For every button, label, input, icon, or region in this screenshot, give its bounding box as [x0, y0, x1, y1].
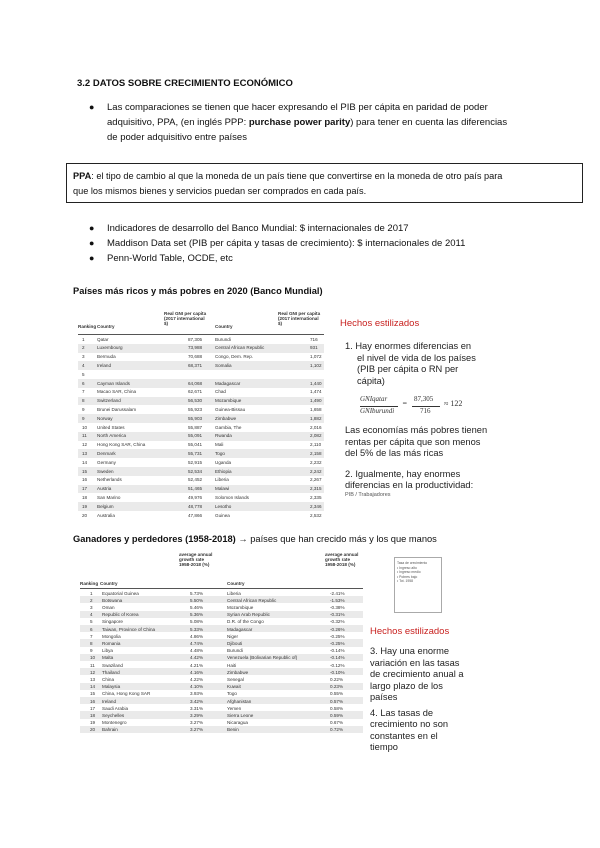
- table-row: [80, 668, 363, 675]
- table-cell: 2: [90, 597, 93, 603]
- table-cell: 14: [82, 459, 88, 465]
- table-cell: 0.23%: [330, 684, 344, 690]
- table-cell: Swaziland: [102, 662, 123, 668]
- table-cell: Malta: [102, 655, 114, 661]
- table-cell: 5.50%: [190, 597, 204, 603]
- table-cell: United States: [97, 424, 125, 430]
- table-row: [80, 726, 363, 733]
- table-cell: 0.55%: [330, 691, 344, 697]
- col-header-country2: Country: [215, 324, 233, 329]
- col-header-country2: Country: [227, 581, 245, 586]
- table-cell: 2,232: [310, 459, 322, 465]
- table-cell: 1: [82, 336, 85, 342]
- table-cell: 12: [90, 669, 96, 675]
- table-cell: 4: [90, 612, 93, 618]
- fact-2: 2. Igualmente, hay enormes diferencias en la productividad:: [345, 468, 474, 490]
- table-cell: 55,903: [188, 415, 203, 421]
- table-row: [78, 432, 324, 441]
- ppa-term: PPA: [73, 171, 92, 181]
- rich-poor-table: [78, 307, 324, 518]
- table-cell: 7: [90, 633, 93, 639]
- table-cell: Central African Republic: [215, 345, 265, 351]
- table-cell: Madagascar: [215, 380, 241, 386]
- table-cell: 9: [82, 415, 85, 421]
- table-cell: 1,490: [310, 398, 322, 404]
- table-cell: 11: [82, 433, 87, 439]
- table-cell: 2,016: [310, 424, 322, 430]
- table-cell: 3.29%: [190, 712, 204, 718]
- table-cell: 0.58%: [330, 705, 344, 711]
- table-cell: 70,688: [188, 354, 203, 360]
- table-row: [78, 353, 324, 362]
- table-row: [78, 449, 324, 458]
- table-cell: 0.67%: [330, 720, 344, 726]
- table-cell: 1,658: [310, 406, 322, 412]
- col-header-rate: average annual growth rate 1958-2018 (%): [179, 552, 213, 568]
- table-row: [80, 704, 363, 711]
- table-cell: 55,887: [188, 424, 203, 430]
- table-cell: 9: [90, 648, 93, 654]
- note-title: Hechos estilizados: [370, 626, 450, 637]
- table-cell: 1,102: [310, 362, 322, 368]
- table-row: [80, 639, 363, 646]
- table-cell: 5.36%: [190, 612, 204, 618]
- table-cell: 12: [82, 442, 88, 448]
- table-cell: -0.14%: [330, 648, 345, 654]
- table-cell: 6: [90, 626, 93, 632]
- table-cell: North America: [97, 433, 127, 439]
- table-cell: 14: [90, 684, 96, 690]
- table-cell: Liberia: [227, 590, 241, 596]
- table-row: [78, 485, 324, 494]
- table-cell: 52,534: [188, 468, 203, 474]
- col-header-ranking: Ranking: [78, 324, 97, 329]
- table-cell: 7: [82, 389, 85, 395]
- table-cell: -0.38%: [330, 604, 345, 610]
- table-row: [80, 683, 363, 690]
- table-cell: Hong Kong SAR, China: [97, 442, 146, 448]
- table-row: [78, 414, 324, 423]
- col-header-country: Country: [97, 324, 115, 329]
- table-cell: 3.27%: [190, 720, 204, 726]
- section-heading: 3.2 DATOS SOBRE CRECIMIENTO ECONÓMICO: [77, 78, 293, 89]
- col-header-country: Country: [100, 581, 118, 586]
- table-cell: -1.53%: [330, 597, 345, 603]
- fact-3: 3. Hay una enorme variación en las tasas de crecimiento anual a largo plazo de los países: [370, 646, 464, 702]
- table-cell: 18: [82, 494, 88, 500]
- table-row: [80, 647, 363, 654]
- table-cell: 16: [82, 477, 88, 483]
- table-row: [78, 344, 324, 353]
- table-cell: 18: [90, 712, 96, 718]
- table-cell: Sweden: [97, 468, 114, 474]
- stylized-facts-1: [340, 318, 510, 498]
- table-cell: 8: [90, 640, 93, 646]
- table-cell: 56,530: [188, 398, 203, 404]
- table-cell: 19: [82, 503, 88, 509]
- table-cell: 17: [82, 486, 88, 492]
- table-cell: Haiti: [227, 662, 237, 668]
- table-cell: 4.10%: [190, 684, 204, 690]
- bullet-line: de poder adquisitivo entre países: [107, 132, 247, 143]
- table-cell: 5: [90, 619, 93, 625]
- chart-legend-thumbnail: Tasa de crecimiento • Ingreso alto • Ingreso medio • Pobres bajo • Tot. 1958: [394, 557, 442, 613]
- table-cell: Liberia: [215, 477, 229, 483]
- table-cell: 5.73%: [190, 590, 204, 596]
- table-cell: 2,082: [310, 433, 322, 439]
- table-row: [78, 397, 324, 406]
- table-row: [78, 335, 324, 344]
- table-cell: 55,041: [188, 442, 203, 448]
- table-row: [80, 618, 363, 625]
- table-row: [78, 370, 324, 379]
- table-cell: Niger: [227, 633, 238, 639]
- table-cell: Kuwait: [227, 684, 241, 690]
- table-cell: 3.31%: [190, 705, 204, 711]
- productivity-formula: PIB / Trabajadores: [345, 491, 391, 498]
- table-row: [80, 661, 363, 668]
- table-cell: 3: [82, 354, 85, 360]
- table-cell: Afghanistan: [227, 698, 252, 704]
- ppa-definition-box: PPA: el tipo de cambio al que la moneda de un país tiene que convertirse en la moneda de otro país para que los mismos bienes y servicios puedan ser comprados en cada país.: [66, 163, 583, 203]
- table-cell: Luxembourg: [97, 345, 123, 351]
- table-cell: Lesotho: [215, 503, 232, 509]
- table-row: [78, 476, 324, 485]
- table-cell: Guinea: [215, 512, 230, 518]
- table-cell: 2,242: [310, 468, 322, 474]
- table-cell: Malawi: [215, 486, 230, 492]
- table-cell: Central African Republic: [227, 597, 277, 603]
- table-cell: 2,158: [310, 450, 322, 456]
- table-cell: -0.10%: [330, 669, 345, 675]
- note-title: Hechos estilizados: [340, 318, 420, 329]
- list-item: ● Maddison Data set (PIB per cápita y tasas de crecimiento): $ internacionales de 2011: [89, 238, 466, 249]
- growth-table: [80, 552, 363, 734]
- table-cell: -0.26%: [330, 626, 345, 632]
- table-cell: 2,335: [310, 494, 322, 500]
- table-cell: San Marino: [97, 494, 121, 500]
- table-cell: 55,923: [188, 406, 203, 412]
- table-cell: Zimbabwe: [215, 415, 237, 421]
- table-cell: 13: [82, 450, 88, 456]
- table-row: [78, 441, 324, 450]
- table-cell: Thailand: [102, 669, 120, 675]
- table-cell: 52,915: [188, 459, 203, 465]
- table-cell: Netherlands: [97, 477, 122, 483]
- table-cell: Burundi: [215, 336, 231, 342]
- table-cell: -0.25%: [330, 640, 345, 646]
- table-cell: Guinea-Bissau: [215, 406, 246, 412]
- table-cell: China: [102, 676, 115, 682]
- table-cell: China, Hong Kong SAR: [102, 691, 151, 697]
- table-cell: Mozambique: [215, 398, 242, 404]
- col-header-rate2: average annual growth rate 1958-2018 (%): [325, 552, 359, 568]
- table-cell: Ireland: [102, 698, 117, 704]
- table-cell: 5.08%: [190, 619, 204, 625]
- table-cell: 2,315: [310, 486, 322, 492]
- table-cell: Romania: [102, 640, 121, 646]
- fact-1: 1. Hay enormes diferencias en el nivel de vida de los países (PIB per cápita o RN per cápita): [345, 341, 476, 386]
- bullet-dot-icon: ●: [89, 102, 95, 112]
- table-cell: 2: [82, 345, 85, 351]
- table-cell: Zimbabwe: [227, 669, 249, 675]
- table-cell: 5.33%: [190, 626, 204, 632]
- table-cell: Norway: [97, 415, 113, 421]
- table-cell: Congo, Dem. Rep.: [215, 354, 254, 360]
- table-cell: Mali: [215, 442, 224, 448]
- table-cell: Chad: [215, 389, 226, 395]
- table-cell: Singapore: [102, 619, 123, 625]
- table-cell: Montenegro: [102, 720, 127, 726]
- table-cell: Gambia, The: [215, 424, 242, 430]
- table-row: [80, 719, 363, 726]
- bullet-ppp: [89, 100, 577, 145]
- table-row: [78, 502, 324, 511]
- table-cell: Yemen: [227, 705, 242, 711]
- table-row: [80, 596, 363, 603]
- table-cell: 55,091: [188, 433, 203, 439]
- table-row: [78, 467, 324, 476]
- table-cell: Nicaragua: [227, 720, 248, 726]
- table-cell: 64,068: [188, 380, 203, 386]
- table-row: [78, 493, 324, 502]
- table-row: [78, 423, 324, 432]
- table-row: [80, 625, 363, 632]
- table-cell: Saudi Arabia: [102, 705, 129, 711]
- table-cell: Equatorial Guinea: [102, 590, 139, 596]
- table-cell: Djibouti: [227, 640, 243, 646]
- table-row: [80, 697, 363, 704]
- section-title-winners-losers: Ganadores y perdedores (1958-2018) → países que han crecido más y los que manos: [73, 534, 437, 544]
- table-cell: 0.72%: [330, 727, 344, 733]
- table-cell: 3.42%: [190, 698, 204, 704]
- table-cell: 1,882: [310, 415, 322, 421]
- table-row: [78, 458, 324, 467]
- table-cell: 4.86%: [190, 633, 204, 639]
- table-cell: Cayman Islands: [97, 380, 130, 386]
- table-cell: Denmark: [97, 450, 116, 456]
- table-cell: 0.59%: [330, 712, 344, 718]
- table-cell: 1,440: [310, 380, 322, 386]
- table-cell: 6: [82, 380, 85, 386]
- table-cell: Oman: [102, 604, 115, 610]
- table-row: [80, 632, 363, 639]
- table-row: [78, 388, 324, 397]
- table-cell: 13: [90, 676, 96, 682]
- table-cell: 931: [310, 345, 318, 351]
- table-cell: 49,976: [188, 494, 203, 500]
- table-cell: 5: [82, 371, 85, 377]
- fact-1-detail: Las economías más pobres tienen rentas per cápita que son menos del 5% de las más ricas: [345, 425, 488, 458]
- table-cell: 9: [82, 406, 85, 412]
- table-row: [80, 611, 363, 618]
- fact-4: 4. Las tasas de crecimiento no son constantes en el tiempo: [370, 707, 449, 752]
- table-cell: Germany: [97, 459, 116, 465]
- table-cell: 4.21%: [190, 662, 204, 668]
- table-cell: 4.48%: [190, 648, 204, 654]
- table-cell: 0.57%: [330, 698, 344, 704]
- table-cell: Togo: [227, 691, 237, 697]
- table-cell: Benin: [227, 727, 239, 733]
- table-cell: 4: [82, 362, 85, 368]
- table-cell: Switzerland: [97, 398, 121, 404]
- table-cell: 3.93%: [190, 691, 204, 697]
- table-cell: Malaysia: [102, 684, 121, 690]
- table-cell: 4.42%: [190, 655, 204, 661]
- table-cell: 2,532: [310, 512, 322, 518]
- table-cell: 15: [90, 691, 96, 697]
- table-row: [80, 589, 363, 596]
- table-row: [80, 603, 363, 610]
- table-cell: Rwanda: [215, 433, 232, 439]
- table-cell: 19: [90, 720, 96, 726]
- ratio-formula: GNIqatar GNIburundi = 87,305 716 ≈ 122: [360, 395, 463, 415]
- table-cell: Bermuda: [97, 354, 116, 360]
- table-row: [78, 405, 324, 414]
- table-cell: 5.46%: [190, 604, 204, 610]
- list-item: ● Indicadores de desarrollo del Banco Mundial: $ internacionales de 2017: [89, 223, 409, 234]
- table-cell: 16: [90, 698, 96, 704]
- table-cell: 4.22%: [190, 676, 204, 682]
- table-cell: -2.41%: [330, 590, 345, 596]
- table-cell: 2,267: [310, 477, 322, 483]
- table-cell: Solomon Islands: [215, 494, 249, 500]
- table-cell: Macao SAR, China: [97, 389, 137, 395]
- table-cell: 15: [82, 468, 88, 474]
- table-cell: -0.14%: [330, 655, 345, 661]
- table-cell: 17: [90, 705, 96, 711]
- table-cell: 3: [90, 604, 93, 610]
- table-row: [78, 379, 324, 388]
- table-row: [78, 511, 324, 520]
- table-row: [78, 361, 324, 370]
- table-cell: -0.25%: [330, 633, 345, 639]
- table-row: [80, 711, 363, 718]
- table-cell: Venezuela (Bolivarian Republic of): [227, 655, 298, 661]
- table-cell: D.R. of the Congo: [227, 619, 264, 625]
- col-header-gni: Real GNI per capita (2017 international $): [164, 311, 207, 327]
- data-sources-list: [89, 221, 466, 266]
- table-cell: Togo: [215, 450, 225, 456]
- table-cell: 55,731: [188, 450, 203, 456]
- table-cell: 20: [90, 727, 96, 733]
- table-cell: Sierra Leone: [227, 712, 254, 718]
- table-cell: 1,474: [310, 389, 322, 395]
- table-cell: 4.16%: [190, 669, 204, 675]
- table-cell: Austria: [97, 486, 112, 492]
- table-cell: Taiwan, Province of China: [102, 626, 156, 632]
- table-cell: 62,671: [188, 389, 203, 395]
- table-cell: 68,371: [188, 362, 203, 368]
- table-cell: 10: [90, 655, 96, 661]
- table-cell: 20: [82, 512, 88, 518]
- table-cell: 8: [82, 398, 85, 404]
- table-cell: 73,988: [188, 345, 203, 351]
- list-item: ● Penn-World Table, OCDE, etc: [89, 253, 233, 264]
- table-cell: Belgium: [97, 503, 114, 509]
- table-cell: 716: [310, 336, 318, 342]
- table-cell: Ethiopia: [215, 468, 232, 474]
- table-cell: Brunei Darussalam: [97, 406, 137, 412]
- table-cell: 47,866: [188, 512, 203, 518]
- table-cell: 2,110: [310, 442, 322, 448]
- table-cell: Australia: [97, 512, 115, 518]
- table-cell: Botswana: [102, 597, 123, 603]
- table-cell: Madagascar: [227, 626, 253, 632]
- table-cell: 52,452: [188, 477, 203, 483]
- bullet-line: Las comparaciones se tienen que hacer expresando el PIB per cápita en paridad de poder: [107, 102, 488, 113]
- table-row: [80, 690, 363, 697]
- table-cell: 51,465: [188, 486, 203, 492]
- table-cell: 1,072: [310, 354, 322, 360]
- table-cell: Mongolia: [102, 633, 121, 639]
- table-cell: Qatar: [97, 336, 109, 342]
- table-cell: Republic of Korea: [102, 612, 139, 618]
- col-header-ranking: Ranking: [80, 581, 99, 586]
- table-cell: Bahrain: [102, 727, 118, 733]
- table-cell: -0.32%: [330, 619, 345, 625]
- table-cell: Libya: [102, 648, 113, 654]
- table-cell: Seychelles: [102, 712, 125, 718]
- table-row: [80, 675, 363, 682]
- table-cell: 10: [82, 424, 88, 430]
- table-cell: Senegal: [227, 676, 244, 682]
- col-header-gni2: Real GNI per capita (2017 international $): [278, 311, 321, 327]
- table-cell: Syrian Arab Republic: [227, 612, 270, 618]
- table-cell: Mozambique: [227, 604, 254, 610]
- bullet-line: adquisitivo, PPA, (en inglés PPP: purchase power parity) para tener en cuenta las diferencias: [107, 117, 508, 128]
- table-cell: 0.22%: [330, 676, 344, 682]
- table-cell: 3.27%: [190, 727, 204, 733]
- section-title-rich-poor: Países más ricos y más pobres en 2020 (Banco Mundial): [73, 286, 323, 296]
- table-cell: 2,346: [310, 503, 322, 509]
- ppp-term: purchase power parity: [248, 117, 351, 128]
- table-cell: -0.31%: [330, 612, 345, 618]
- table-cell: 48,778: [188, 503, 203, 509]
- table-cell: 4.74%: [190, 640, 204, 646]
- table-cell: Ireland: [97, 362, 112, 368]
- table-cell: 1: [90, 590, 93, 596]
- table-cell: 87,305: [188, 336, 203, 342]
- table-cell: -0.12%: [330, 662, 345, 668]
- table-cell: Uganda: [215, 459, 232, 465]
- table-row: [80, 654, 363, 661]
- table-cell: 11: [90, 662, 95, 668]
- stylized-facts-2: [370, 626, 510, 754]
- table-cell: Burundi: [227, 648, 243, 654]
- table-cell: Somalia: [215, 362, 232, 368]
